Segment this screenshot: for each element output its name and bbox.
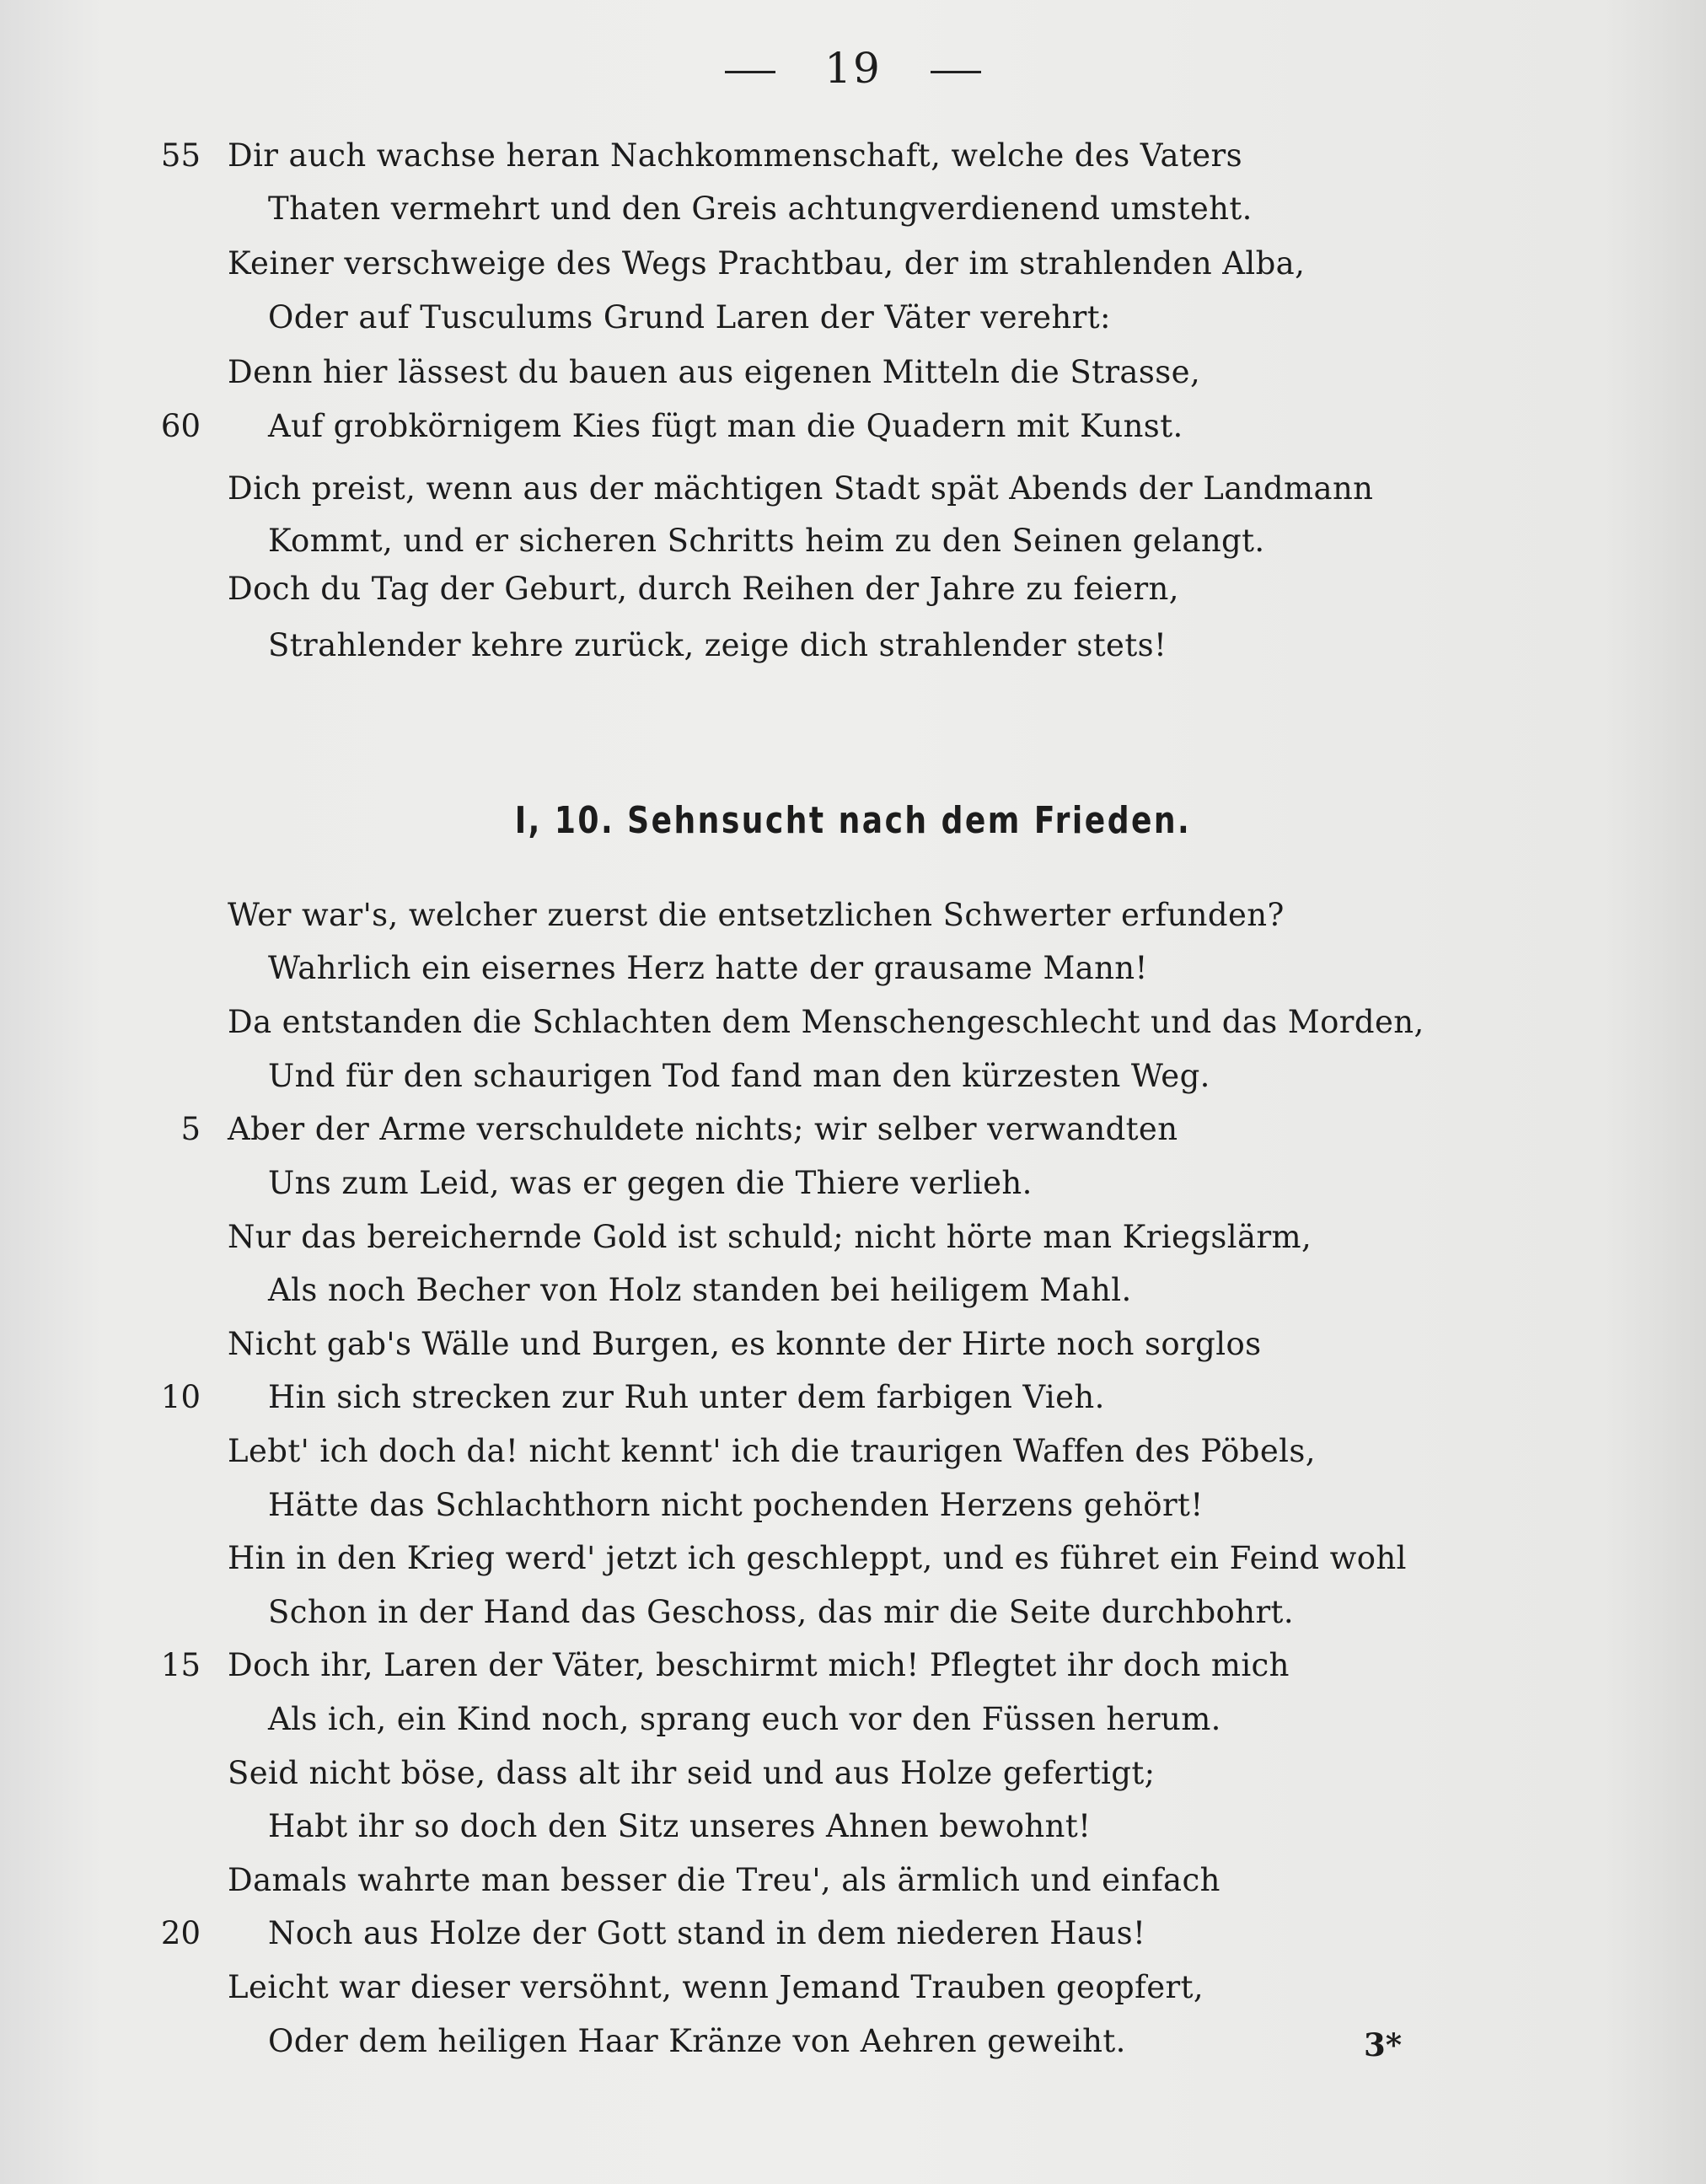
verse-line: Seid nicht böse, dass alt ihr seid und aus Holze gefertigt; xyxy=(228,1755,1156,1791)
verse-line: Strahlender kehre zurück, zeige dich strahlender stets! xyxy=(268,627,1167,663)
header-dash-left xyxy=(725,71,775,73)
verse-line: Doch du Tag der Geburt, durch Reihen der Jahre zu feiern, xyxy=(228,571,1179,607)
verse-line: Hin in den Krieg werd' jetzt ich geschleppt, und es führet ein Feind wohl xyxy=(228,1540,1407,1576)
verse-line: Auf grobkörnigem Kies fügt man die Quadern mit Kunst. xyxy=(268,408,1183,444)
verse-line: Da entstanden die Schlachten dem Menschengeschlecht und das Morden, xyxy=(228,1004,1424,1040)
line-number: 5 xyxy=(180,1111,201,1147)
verse-line: Als noch Becher von Holz standen bei heiligem Mahl. xyxy=(268,1272,1132,1308)
line-number: 55 xyxy=(160,137,201,174)
verse-line: Kommt, und er sicheren Schritts heim zu den Seinen gelangt. xyxy=(268,523,1265,559)
line-number: 10 xyxy=(160,1379,201,1415)
line-number: 60 xyxy=(160,408,201,444)
verse-line: Schon in der Hand das Geschoss, das mir die Seite durchbohrt. xyxy=(268,1594,1294,1630)
signature-mark: 3* xyxy=(1364,2026,1403,2063)
verse-line: Oder dem heiligen Haar Kränze von Aehren geweiht. xyxy=(268,2023,1126,2059)
line-number: 15 xyxy=(160,1647,201,1683)
line-number: 20 xyxy=(160,1915,201,1951)
verse-line: Als ich, ein Kind noch, sprang euch vor den Füssen herum. xyxy=(268,1701,1221,1737)
page-header xyxy=(0,44,1706,93)
header-dash-right xyxy=(931,71,981,73)
verse-line: Damals wahrte man besser die Treu', als ärmlich und einfach xyxy=(228,1862,1220,1898)
verse-line: Dich preist, wenn aus der mächtigen Stadt spät Abends der Landmann xyxy=(228,470,1374,507)
verse-line: Nur das bereichernde Gold ist schuld; nicht hörte man Kriegslärm, xyxy=(228,1219,1312,1255)
verse-line: Doch ihr, Laren der Väter, beschirmt mich! Pflegtet ihr doch mich xyxy=(228,1647,1290,1683)
section-title: I, 10. Sehnsucht nach dem Frieden. xyxy=(514,799,1192,842)
verse-line: Denn hier lässest du bauen aus eigenen Mitteln die Strasse, xyxy=(228,354,1201,390)
verse-line: Lebt' ich doch da! nicht kennt' ich die traurigen Waffen des Pöbels, xyxy=(228,1433,1316,1469)
page-number: 19 xyxy=(824,44,882,93)
verse-line: Wer war's, welcher zuerst die entsetzlichen Schwerter erfunden? xyxy=(228,897,1285,933)
verse-line: Hätte das Schlachthorn nicht pochenden Herzens gehört! xyxy=(268,1487,1204,1523)
verse-line: Aber der Arme verschuldete nichts; wir selber verwandten xyxy=(228,1111,1178,1147)
verse-line: Noch aus Holze der Gott stand in dem niederen Haus! xyxy=(268,1915,1146,1951)
verse-line: Hin sich strecken zur Ruh unter dem farbigen Vieh. xyxy=(268,1379,1105,1415)
verse-line: Wahrlich ein eisernes Herz hatte der grausame Mann! xyxy=(268,950,1148,986)
verse-line: Dir auch wachse heran Nachkommenschaft, welche des Vaters xyxy=(228,137,1242,174)
verse-line: Habt ihr so doch den Sitz unseres Ahnen bewohnt! xyxy=(268,1808,1092,1844)
verse-line: Keiner verschweige des Wegs Prachtbau, der im strahlenden Alba, xyxy=(228,245,1306,282)
verse-line: Leicht war dieser versöhnt, wenn Jemand Trauben geopfert, xyxy=(228,1969,1204,2005)
verse-line: Thaten vermehrt und den Greis achtungverdienend umsteht. xyxy=(268,190,1253,227)
verse-line: Nicht gab's Wälle und Burgen, es konnte der Hirte noch sorglos xyxy=(228,1326,1262,1362)
verse-line: Oder auf Tusculums Grund Laren der Väter verehrt: xyxy=(268,299,1111,335)
verse-line: Uns zum Leid, was er gegen die Thiere verlieh. xyxy=(268,1165,1033,1201)
verse-line: Und für den schaurigen Tod fand man den kürzesten Weg. xyxy=(268,1058,1210,1094)
